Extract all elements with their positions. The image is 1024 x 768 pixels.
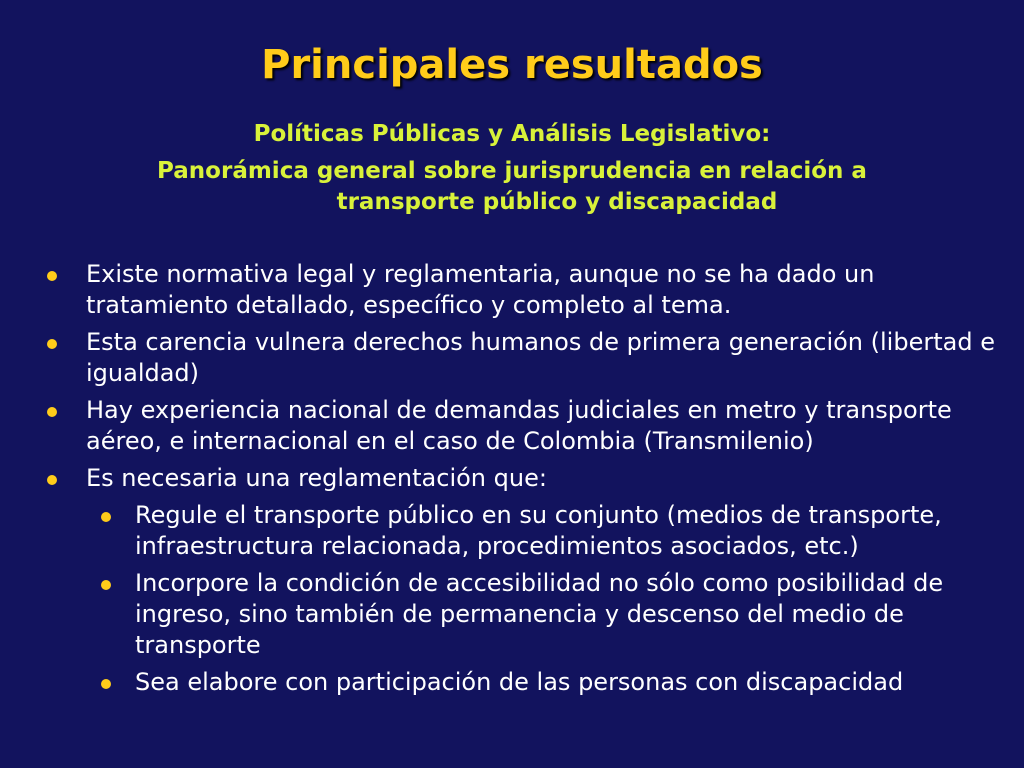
bullet-text: Existe normativa legal y reglamentaria, aunque no se ha dado un tratamiento detallado, específico y completo al tema. — [86, 260, 875, 319]
bullet-text: Esta carencia vulnera derechos humanos de primera generación (libertad e igualdad) — [86, 328, 995, 387]
bullet-dot-icon — [47, 475, 57, 485]
bullet-dot-icon — [101, 580, 111, 590]
sub-bullet-item — [0, 500, 1024, 562]
subtitle-line-2b: transporte público y discapacidad — [336, 189, 778, 215]
bullet-item — [0, 259, 1024, 321]
bullet-dot-icon — [101, 679, 111, 689]
slide-title: Principales resultados — [261, 42, 763, 88]
bullet-text: Hay experiencia nacional de demandas judiciales en metro y transporte aéreo, e internacional en el caso de Colombia (Transmilenio) — [86, 396, 952, 455]
sub-bullet-text: Incorpore la condición de accesibilidad no sólo como posibilidad de ingreso, sino también de permanencia y descenso del medio de transporte — [135, 569, 944, 659]
subtitle-line-1: Políticas Públicas y Análisis Legislativo: — [253, 121, 771, 147]
bullet-item — [0, 395, 1024, 457]
bullet-dot-icon — [47, 407, 57, 417]
bullet-dot-icon — [47, 271, 57, 281]
bullet-dot-icon — [47, 339, 57, 349]
bullet-dot-icon — [101, 512, 111, 522]
sub-bullet-item — [0, 667, 1024, 698]
sub-bullet-text: Sea elabore con participación de las personas con discapacidad — [135, 668, 904, 696]
bullet-item — [0, 327, 1024, 389]
sub-bullet-item — [0, 568, 1024, 661]
bullet-item — [0, 463, 1024, 494]
bullet-text: Es necesaria una reglamentación que: — [86, 464, 547, 492]
sub-bullet-text: Regule el transporte público en su conjunto (medios de transporte, infraestructura relacionada, procedimientos asociados, etc.) — [135, 501, 942, 560]
subtitle-line-2a: Panorámica general sobre jurisprudencia en relación a — [157, 158, 867, 184]
subtitle-line-2 — [0, 156, 1024, 218]
bullet-list — [0, 259, 1024, 704]
